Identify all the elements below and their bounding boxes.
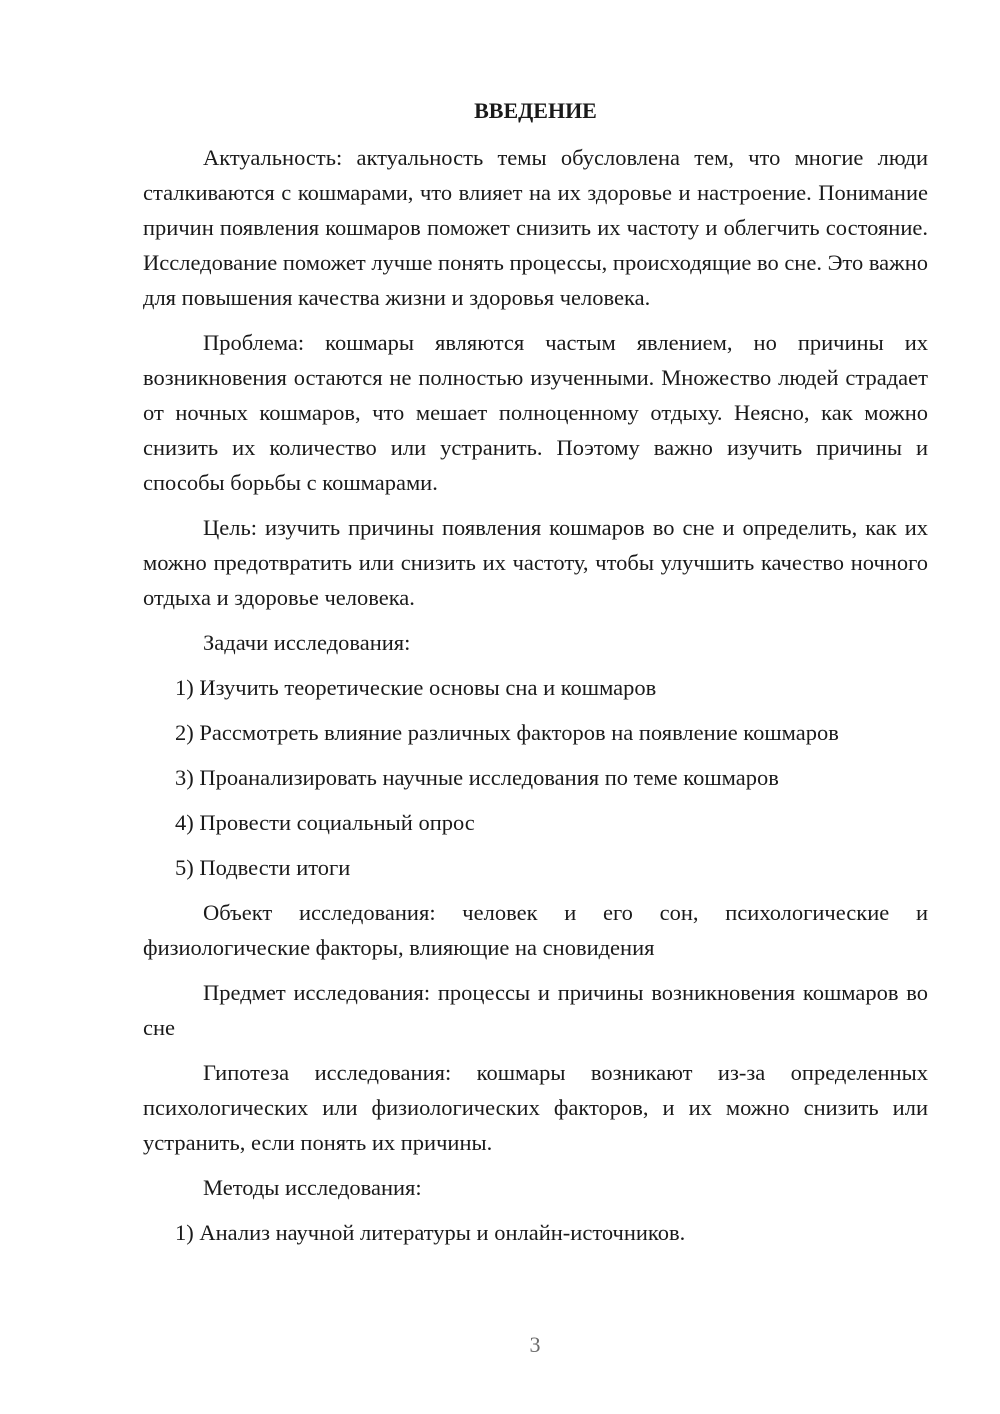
list-item: 1) Анализ научной литературы и онлайн-источников.: [175, 1220, 686, 1245]
problem-paragraph: Проблема: кошмары являются частым явлением, но причины их возникновения остаются не полностью изученными. Множество людей страдает от ночных кошмаров, что мешает полноценному отдыху. Неясно, как можно снизить их количество или устранить. Поэтому важно изучить причины и способы борьбы с кошмарами.: [143, 330, 928, 495]
list-item: 4) Провести социальный опрос: [175, 810, 475, 835]
tasks-heading: Задачи исследования:: [203, 630, 411, 655]
list-item: 2) Рассмотреть влияние различных факторов на появление кошмаров: [175, 720, 839, 745]
tasks-list: [143, 670, 928, 885]
hypothesis-paragraph: Гипотеза исследования: кошмары возникают из-за определенных психологических или физиологических факторов, и их можно снизить или устранить, если понять их причины.: [143, 1060, 928, 1155]
page-title: ВВЕДЕНИЕ: [474, 98, 597, 123]
page-content: [143, 96, 928, 1260]
goal-paragraph: Цель: изучить причины появления кошмаров во сне и определить, как их можно предотвратить или снизить их частоту, чтобы улучшить качество ночного отдыха и здоровье человека.: [143, 515, 928, 610]
subject-paragraph: Предмет исследования: процессы и причины возникновения кошмаров во сне: [143, 980, 928, 1040]
methods-list: [143, 1215, 928, 1250]
methods-heading: Методы исследования:: [203, 1175, 422, 1200]
page-number: 3: [529, 1332, 541, 1357]
object-paragraph: Объект исследования: человек и его сон, психологические и физиологические факторы, влияющие на сновидения: [143, 900, 928, 960]
relevance-paragraph: Актуальность: актуальность темы обусловлена тем, что многие люди сталкиваются с кошмарами, что влияет на их здоровье и настроение. Понимание причин появления кошмаров поможет снизить их частоту и облегчить состояние. Исследование поможет лучше понять процессы, происходящие во сне. Это важно для повышения качества жизни и здоровья человека.: [143, 145, 928, 310]
list-item: 5) Подвести итоги: [175, 855, 351, 880]
list-item: 1) Изучить теоретические основы сна и кошмаров: [175, 675, 657, 700]
list-item: 3) Проанализировать научные исследования по теме кошмаров: [175, 765, 779, 790]
